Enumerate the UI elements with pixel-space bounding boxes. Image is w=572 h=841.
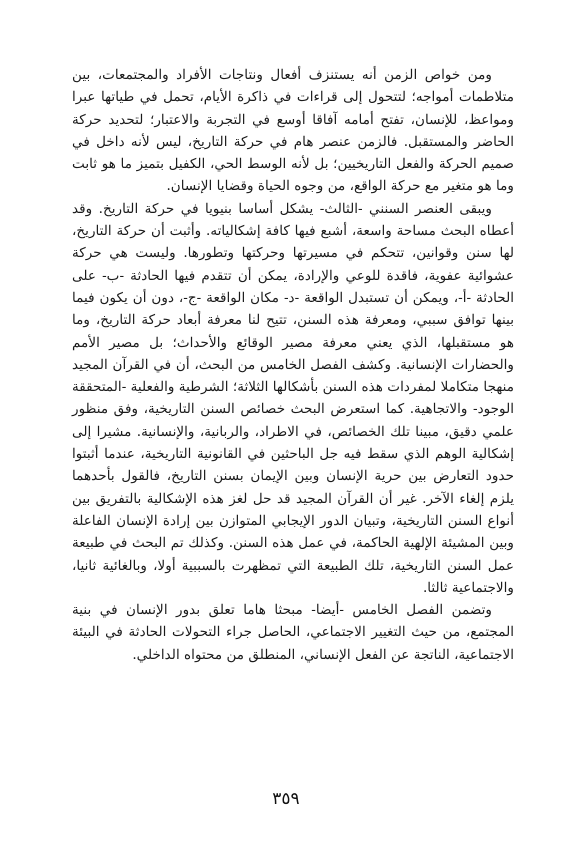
body-text (72, 64, 514, 666)
paragraph-social-change: وتضمن الفصل الخامس -أيضا- مبحثا هاما تعلق بدور الإنسان في بنية المجتمع، من حيث التغيير الاجتماعي، الحاصل جراء التحولات الحادثة في البيئة الاجتماعية، الناتجة عن الفعل الإنساني، المنطلق من محتواه الداخلي. (72, 602, 514, 663)
paragraph-time: ومن خواص الزمن أنه يستنزف أفعال ونتاجات الأفراد والمجتمعات، بين متلاطمات أمواجه؛ لتتحول إلى قراءات في ذاكرة الأيام، تحمل في طياتها عبرا ومواعظ، للإنسان، تفتح أمامه آفاقا أوسع في التجربة والاعتبار؛ لتحديد حركة الحاضر والمستقبل. فالزمن عنصر هام في حركة التاريخ، ليس لأنه داخل في صميم الحركة والفعل التاريخيين؛ بل لأنه الوسط الحي، الكفيل بتميز ما هو ثابت وما هو متغير مع حركة الواقع، من وجوه الحياة وقضايا الإنسان. (72, 67, 514, 195)
page-number: ٣٥٩ (272, 789, 300, 809)
paragraph-historical-laws: ويبقى العنصر السنني -الثالث- يشكل أساسا بنيويا في حركة التاريخ. وقد أعطاه البحث مساحة واسعة، أشبع فيها كافة إشكالياته. وأثبت أن حركة التاريخ، لها سنن وقوانين، تتحكم في مسيرتها وحركتها وتطورها. وليست هي حركة عشوائية عفوية، فاقدة للوعي والإرادة، يمكن أن تتقدم فيها الحادثة -ب- على الحادثة -أ-، ويمكن أن تستبدل الواقعة -د- مكان الواقعة -ج-، دون أن يكون فيما بينها توافق سببي، ومعرفة هذه السنن، تتيح لنا معرفة أبعاد حركة التاريخ، وما هو مستقبلها، الذي يعني معرفة مصير الوقائع والأحداث؛ بل مصير الأمم والحضارات الإنسانية. وكشف الفصل الخامس من البحث، أن في القرآن المجيد منهجا متكاملا لمفردات هذه السنن بأشكالها الثلاثة؛ الشرطية والفعلية -المتحققة الوجود- والاتجاهية. كما استعرض البحث خصائص السنن التاريخية، وفق منظور علمي دقيق، مبينا تلك الخصائص، في الاطراد، والربانية، والإنسانية. مشيرا إلى إشكالية الوهم الذي سقط فيه جل الباحثين في القانونية التاريخية، عندما أثبتوا حدود التعارض بين حرية الإنسان وبين الإيمان بسنن التاريخ، فالقول بأحدهما يلزم إلغاء الآخر. غير أن القرآن المجيد قد حل لغز هذه الإشكالية بالتفريق بين أنواع السنن التاريخية، وتبيان الدور الإيجابي المتوازن بين إرادة الإنسان الفاعلة وبين المشيئة الإلهية الحاكمة، في عمل هذه السنن. وكذلك تم البحث في طبيعة عمل السنن التاريخية، تلك الطبيعة التي تمظهرت بالسببية أولا، وبالغائية ثانيا، والاجتماعية ثالثا. (72, 200, 514, 596)
